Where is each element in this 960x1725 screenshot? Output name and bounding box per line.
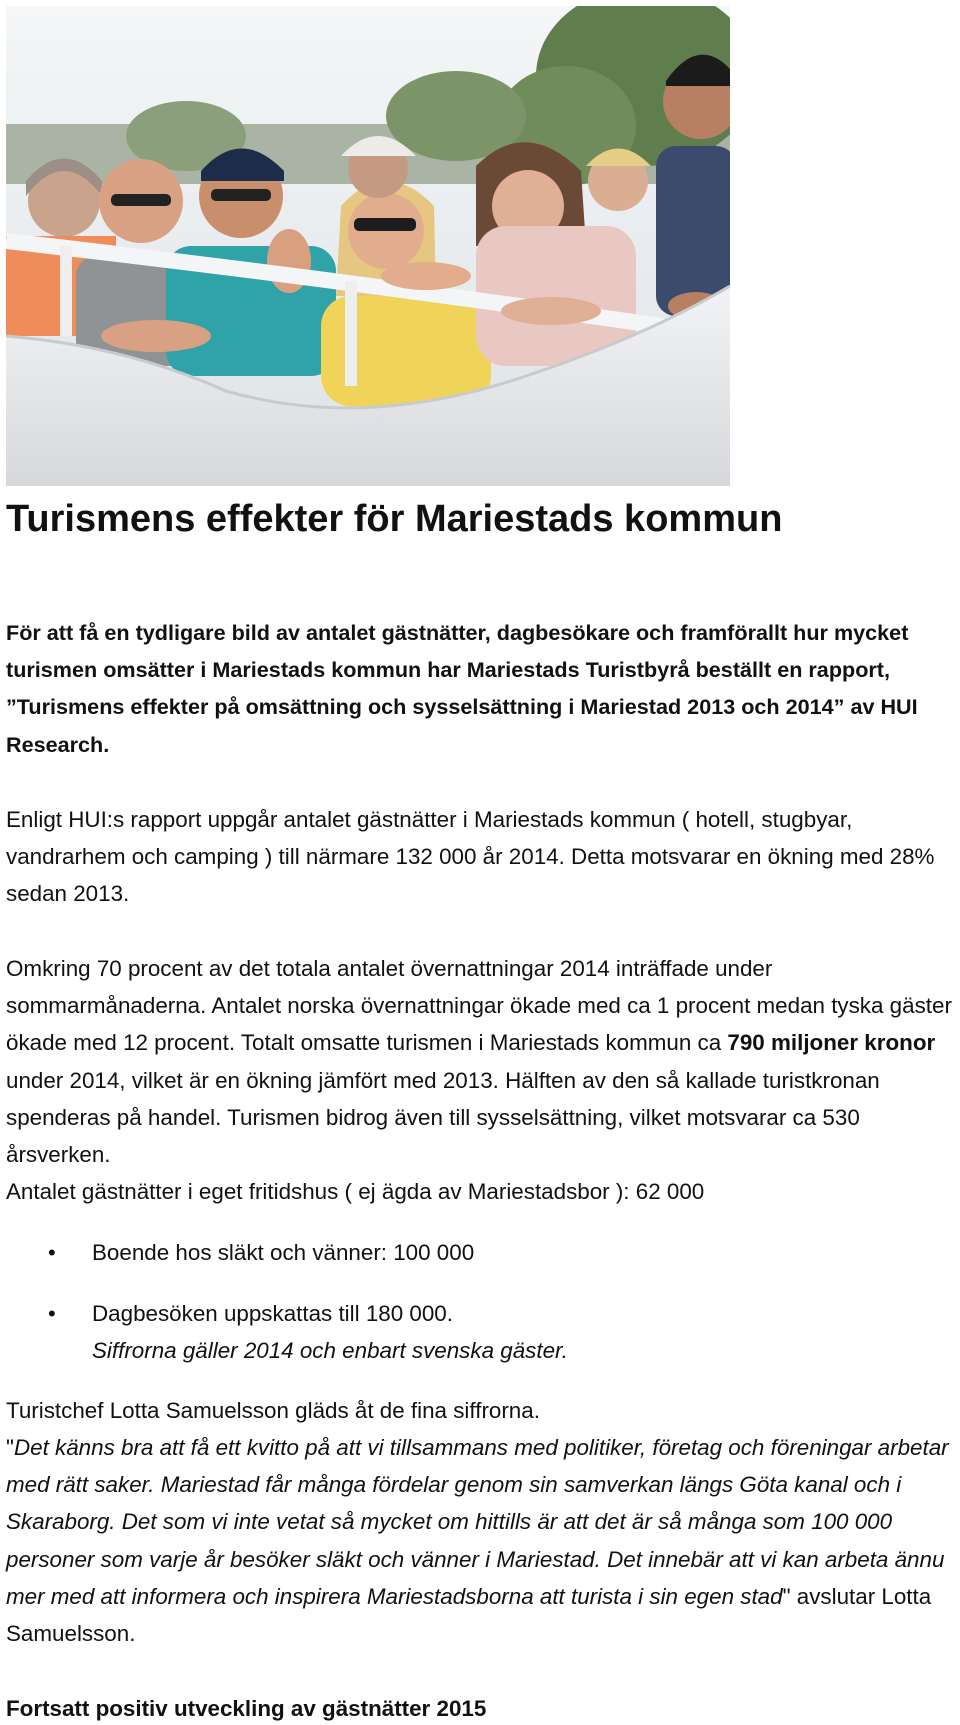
turnover-amount: 790 miljoner kronor	[727, 1030, 936, 1056]
holiday-homes-paragraph: Antalet gästnätter i eget fritidshus ( ej ägda av Mariestadsbor ): 62 000	[6, 1179, 705, 1204]
tourism-chief-paragraph: Turistchef Lotta Samuelsson gläds åt de fina siffrorna.	[6, 1398, 540, 1423]
guest-nights-paragraph: Enligt HUI:s rapport uppgår antalet gästnätter i Mariestads kommun ( hotell, stugbyar, vandrarhem och camping ) till närmare 132 000 år 2014. Detta motsvarar en ökning med 28% sedan 2013.	[6, 807, 935, 907]
tourists-boat-image	[6, 6, 730, 486]
turnover-text-before: Omkring 70 procent av det totala antalet övernattningar 2014 inträffade under sommarmånaderna. Antalet norska övernattningar ökade med ca 1 procent medan tyska gäster ökade med 12 procent. Totalt omsatte turismen i Mariestads kommun ca	[6, 956, 952, 1056]
turnover-paragraph	[6, 950, 956, 1173]
quote-text: Det känns bra att få ett kvitto på att vi tillsammans med politiker, företag och föreningar arbetar med rätt saker. Mariestad får många fördelar genom sin samverkan längs Göta kanal och i Skaraborg. Det som vi inte vetat så mycket om hittills är att det är så många som 100 000 personer som varje år besöker släkt och vänner i Mariestad. Det innebär att vi kan arbeta ännu mer med att informera och inspirera Mariestadsborna att turista i sin egen stad	[6, 1435, 949, 1609]
list-item-note: Siffrorna gäller 2014 och enbart svenska gäster.	[92, 1338, 568, 1364]
list-item	[6, 1234, 956, 1271]
list-item	[6, 1295, 956, 1369]
bullet-icon: •	[48, 1240, 56, 1265]
quote-attribution: " avslutar Lotta Samuelsson.	[6, 1583, 932, 1647]
statistics-list	[6, 1234, 956, 1370]
list-item-text: Dagbesöken uppskattas till 180 000.	[92, 1301, 453, 1327]
hero-photo	[6, 6, 730, 486]
bullet-icon: •	[48, 1301, 56, 1327]
list-item-text: Boende hos släkt och vänner: 100 000	[92, 1240, 475, 1265]
article-title: Turismens effekter för Mariestads kommun	[6, 498, 783, 540]
quote-paragraph	[6, 1429, 956, 1652]
intro-paragraph: För att få en tydligare bild av antalet gästnätter, dagbesökare och framförallt hur mycket turismen omsätter i Mariestads kommun har Mariestads Turistbyrå beställt en rapport, ”Turismens effekter på omsättning och sysselsättning i Mariestad 2013 och 2014” av HUI Research.	[6, 620, 918, 757]
section-subheading: Fortsatt positiv utveckling av gästnätter 2015	[6, 1696, 487, 1721]
quote-open-mark: "	[6, 1435, 14, 1460]
turnover-text-after: under 2014, vilket är en ökning jämfört med 2013. Hälften av den så kallade turistkronan spenderas på handel. Turismen bidrog även till sysselsättning, vilket motsvarar ca 530 årsverken.	[6, 1067, 880, 1168]
